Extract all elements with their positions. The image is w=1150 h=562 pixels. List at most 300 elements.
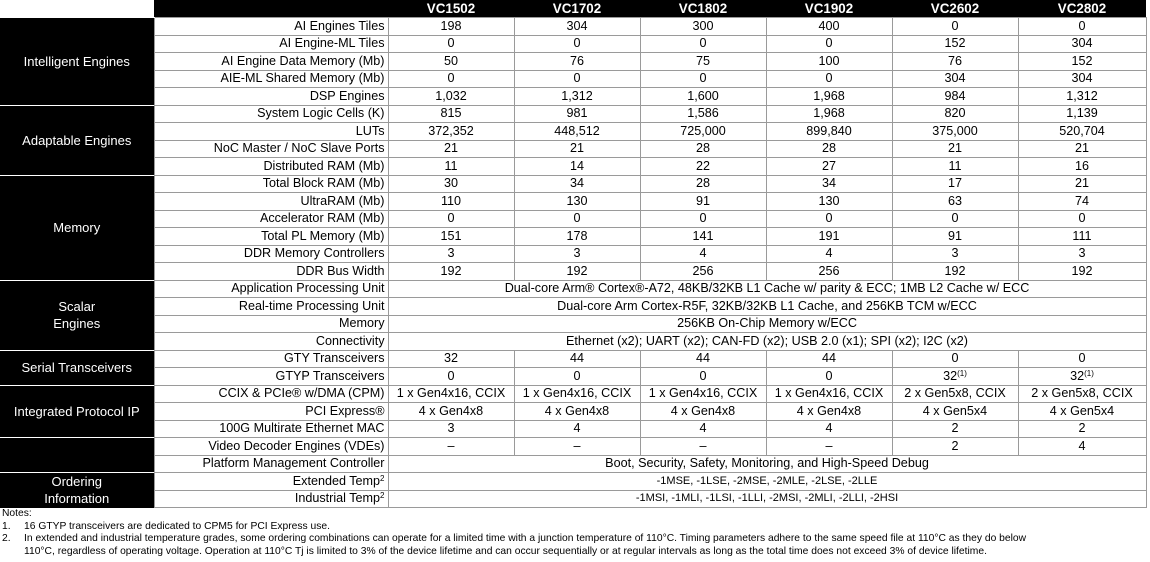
row-label-text: AI Engine-ML Tiles (279, 36, 385, 51)
cell-value (1018, 228, 1146, 246)
table-row (0, 105, 1146, 123)
cell-text: 256 (818, 263, 840, 278)
row-label (154, 438, 388, 456)
cell-text: 0 (951, 351, 959, 366)
cell-value (640, 18, 766, 36)
cell-text: 981 (566, 106, 588, 121)
cell-text: 0 (825, 36, 833, 51)
cell-value (892, 263, 1018, 281)
cell-text: 375,000 (932, 123, 978, 138)
cell-value (640, 228, 766, 246)
cell-value (1018, 18, 1146, 36)
row-label (154, 420, 388, 438)
table-row (0, 350, 1146, 368)
table-row (0, 368, 1146, 386)
cell-text: 191 (818, 228, 840, 243)
cell-value (388, 420, 514, 438)
row-label (154, 210, 388, 228)
row-label-text: AIE-ML Shared Memory (Mb) (220, 71, 385, 86)
cell-value (640, 175, 766, 193)
cell-value (388, 350, 514, 368)
cell-text: 0 (573, 71, 581, 86)
cell-text: – (573, 438, 581, 453)
cell-value (1018, 140, 1146, 158)
table-row (0, 158, 1146, 176)
cell-value (388, 228, 514, 246)
cell-text: – (825, 438, 833, 453)
cell-text: 34 (569, 176, 584, 191)
cell-value (766, 245, 892, 263)
footnote-ref: 2 (380, 491, 385, 501)
cell-value (514, 263, 640, 281)
cell-value (640, 88, 766, 106)
cell-text: 725,000 (680, 123, 726, 138)
cell-text: 0 (573, 36, 581, 51)
cell-value (514, 403, 640, 421)
table-row (0, 298, 1146, 316)
cell-text: 192 (1071, 263, 1093, 278)
cell-value (1018, 175, 1146, 193)
cell-value (766, 18, 892, 36)
cell-text: 0 (1078, 18, 1086, 33)
spanning-value: -1MSI, -1MLI, -1LSI, -1LLI, -2MSI, -2MLI, -2LLI, -2HSI (388, 490, 1146, 508)
table-row (0, 245, 1146, 263)
table-row (0, 333, 1146, 351)
cell-text: 28 (695, 141, 710, 156)
cell-text: 0 (825, 211, 833, 226)
table-row (0, 228, 1146, 246)
row-label-text: DSP Engines (309, 88, 385, 103)
cell-text: 448,512 (554, 123, 600, 138)
cell-text: 76 (947, 53, 962, 68)
row-label (154, 350, 388, 368)
row-label (154, 403, 388, 421)
cell-value (640, 140, 766, 158)
table-row (0, 88, 1146, 106)
cell-text: 2 x Gen5x8, CCIX (1031, 386, 1133, 401)
cell-text: 1 x Gen4x16, CCIX (774, 386, 884, 401)
table-row (0, 420, 1146, 438)
category-memory: Memory (0, 175, 154, 280)
cell-text: 2 x Gen5x8, CCIX (904, 386, 1006, 401)
table-row (0, 140, 1146, 158)
cell-value (388, 53, 514, 71)
cell-text: 4 (699, 421, 707, 436)
cell-value (388, 140, 514, 158)
cell-value (1018, 245, 1146, 263)
row-label-text: Video Decoder Engines (VDEs) (208, 438, 385, 453)
header-label-spacer (154, 0, 388, 18)
row-label-text: Industrial Temp (294, 491, 381, 506)
cell-text: 300 (692, 18, 714, 33)
cell-value (1018, 210, 1146, 228)
row-label (154, 368, 388, 386)
cell-value (388, 105, 514, 123)
cell-value (514, 420, 640, 438)
cell-text: 1,968 (813, 88, 845, 103)
cell-text: 4 (573, 421, 581, 436)
cell-value (640, 158, 766, 176)
cell-value (1018, 35, 1146, 53)
cell-value (892, 350, 1018, 368)
cell-text: 0 (825, 71, 833, 86)
cell-text: 4 x Gen4x8 (418, 403, 484, 418)
cell-text: 3 (447, 246, 455, 261)
table-row (0, 403, 1146, 421)
cell-text: 2 (951, 421, 959, 436)
cell-value (388, 263, 514, 281)
cell-value (892, 228, 1018, 246)
cell-value (892, 35, 1018, 53)
cell-value (766, 140, 892, 158)
cell-value (892, 88, 1018, 106)
row-label (154, 88, 388, 106)
cell-value (1018, 70, 1146, 88)
cell-text: 0 (951, 211, 959, 226)
cell-text: 32 (443, 351, 458, 366)
category-intelligent: Intelligent Engines (0, 18, 154, 106)
cell-value (388, 368, 514, 386)
cell-value (388, 403, 514, 421)
row-label-text: Total PL Memory (Mb) (261, 228, 385, 243)
cell-text: 151 (440, 228, 462, 243)
cell-value (640, 105, 766, 123)
row-label-text: Accelerator RAM (Mb) (259, 211, 385, 226)
row-label (154, 175, 388, 193)
row-label-text: Extended Temp (292, 473, 381, 488)
cell-value (766, 105, 892, 123)
spanning-value: -1MSE, -1LSE, -2MSE, -2MLE, -2LSE, -2LLE (388, 473, 1146, 491)
header-corner (0, 0, 154, 18)
row-label-text: DDR Memory Controllers (243, 246, 385, 261)
cell-text: 0 (699, 36, 707, 51)
cell-value (388, 438, 514, 456)
table-row (0, 35, 1146, 53)
row-label (154, 315, 388, 333)
cell-text: 44 (569, 351, 584, 366)
cell-value (388, 123, 514, 141)
cell-text: 17 (947, 176, 962, 191)
cell-text: 28 (821, 141, 836, 156)
cell-text: 21 (1074, 176, 1089, 191)
cell-text: 0 (447, 368, 455, 383)
cell-text: 198 (440, 18, 462, 33)
cell-value (766, 35, 892, 53)
row-label-text: CCIX & PCIe® w/DMA (CPM) (218, 386, 385, 401)
table-row (0, 18, 1146, 36)
row-label (154, 18, 388, 36)
row-label (154, 228, 388, 246)
note-number: 2. (2, 533, 11, 544)
cell-text: 0 (1078, 351, 1086, 366)
row-label-text: Real-time Processing Unit (238, 298, 385, 313)
row-label-text: Application Processing Unit (231, 281, 385, 296)
cell-text: 74 (1074, 193, 1089, 208)
cell-value (514, 368, 640, 386)
cell-value (892, 245, 1018, 263)
row-label (154, 298, 388, 316)
row-label (154, 245, 388, 263)
cell-text: 304 (944, 71, 966, 86)
cell-text: 899,840 (806, 123, 852, 138)
cell-value (766, 175, 892, 193)
cell-value (1018, 350, 1146, 368)
cell-text: 0 (951, 18, 959, 33)
cell-value (514, 53, 640, 71)
table-row (0, 280, 1146, 298)
cell-text: 304 (1071, 36, 1093, 51)
column-header: VC2602 (892, 0, 1018, 18)
cell-value (766, 88, 892, 106)
cell-text: 3 (573, 246, 581, 261)
cell-text: 0 (447, 71, 455, 86)
cell-value (766, 420, 892, 438)
category-ordering: Ordering Information (0, 473, 154, 508)
cell-text: 0 (573, 211, 581, 226)
note-item (2, 521, 1142, 534)
cell-text: 4 x Gen4x8 (544, 403, 610, 418)
cell-value (388, 158, 514, 176)
cell-text: 1 x Gen4x16, CCIX (648, 386, 758, 401)
cell-text: 1,312 (561, 88, 593, 103)
cell-value (1018, 385, 1146, 403)
row-label-text: UltraRAM (Mb) (300, 193, 385, 208)
cell-value (514, 18, 640, 36)
cell-text: 11 (948, 158, 962, 173)
cell-text: 4 (1078, 438, 1086, 453)
cell-value (1018, 403, 1146, 421)
cell-text: 21 (569, 141, 584, 156)
cell-value (640, 53, 766, 71)
cell-text: 21 (443, 141, 458, 156)
cell-value (388, 18, 514, 36)
cell-value (640, 350, 766, 368)
row-label-text: LUTs (355, 123, 385, 138)
cell-value (1018, 123, 1146, 141)
cell-value (1018, 53, 1146, 71)
table-row (0, 70, 1146, 88)
cell-value (640, 403, 766, 421)
cell-value (892, 403, 1018, 421)
spanning-value: Dual-core Arm® Cortex®-A72, 48KB/32KB L1 Cache w/ parity & ECC; 1MB L2 Cache w/ ECC (388, 280, 1146, 298)
row-label (154, 455, 388, 473)
cell-text: 192 (944, 263, 966, 278)
cell-value (640, 420, 766, 438)
cell-text: 32 (943, 368, 958, 383)
cell-value (1018, 88, 1146, 106)
cell-value (388, 70, 514, 88)
cell-value (388, 88, 514, 106)
cell-text: 0 (699, 368, 707, 383)
column-header: VC1902 (766, 0, 892, 18)
cell-text: 4 x Gen4x8 (670, 403, 736, 418)
cell-text: 21 (947, 141, 962, 156)
cell-text: 14 (569, 158, 584, 173)
cell-value (514, 228, 640, 246)
cell-text: 100 (818, 53, 840, 68)
row-label-text: DDR Bus Width (296, 263, 385, 278)
cell-text: – (447, 438, 455, 453)
cell-text: 44 (695, 351, 710, 366)
table-row (0, 193, 1146, 211)
row-label-text: Total Block RAM (Mb) (262, 176, 385, 191)
row-label (154, 123, 388, 141)
row-label-text: 100G Multirate Ethernet MAC (219, 421, 385, 436)
cell-text: 192 (566, 263, 588, 278)
table-row (0, 53, 1146, 71)
cell-value (892, 438, 1018, 456)
cell-text: 400 (818, 18, 840, 33)
cell-text: 372,352 (428, 123, 474, 138)
cell-text: 44 (821, 351, 836, 366)
row-label (154, 105, 388, 123)
cell-value (892, 175, 1018, 193)
cell-text: 4 (825, 246, 833, 261)
cell-value (514, 350, 640, 368)
category-adaptable: Adaptable Engines (0, 105, 154, 175)
table-row (0, 455, 1146, 473)
row-label-text: GTYP Transceivers (275, 368, 385, 383)
notes (2, 508, 1142, 558)
column-header: VC1802 (640, 0, 766, 18)
cell-value (640, 193, 766, 211)
cell-text: 1 x Gen4x16, CCIX (522, 386, 632, 401)
cell-value (892, 385, 1018, 403)
cell-value (388, 193, 514, 211)
cell-value (514, 175, 640, 193)
cell-value (1018, 193, 1146, 211)
row-label (154, 70, 388, 88)
cell-text: 4 (699, 246, 707, 261)
row-label-text: Platform Management Controller (202, 456, 385, 471)
cell-value (1018, 368, 1146, 386)
category-vde (0, 438, 154, 473)
category-protocol: Integrated Protocol IP (0, 385, 154, 438)
cell-value (514, 210, 640, 228)
row-label (154, 158, 388, 176)
row-label-text: Memory (339, 316, 385, 331)
row-label (154, 473, 388, 491)
cell-value (388, 385, 514, 403)
cell-text: 0 (447, 211, 455, 226)
cell-text: 152 (944, 36, 966, 51)
cell-text: 256 (692, 263, 714, 278)
cell-value (640, 368, 766, 386)
footnote-ref: (1) (957, 368, 967, 378)
cell-text: 178 (566, 228, 588, 243)
cell-text: 984 (944, 88, 966, 103)
cell-value (892, 158, 1018, 176)
cell-value (892, 210, 1018, 228)
cell-value (514, 140, 640, 158)
footnote-ref: 2 (380, 473, 385, 483)
row-label (154, 193, 388, 211)
cell-text: 34 (821, 176, 836, 191)
cell-text: 111 (1072, 228, 1092, 243)
cell-value (1018, 105, 1146, 123)
cell-value (640, 70, 766, 88)
cell-value (514, 105, 640, 123)
cell-text: – (699, 438, 707, 453)
cell-text: 4 x Gen5x4 (922, 403, 988, 418)
table-row (0, 438, 1146, 456)
row-label-text: Connectivity (315, 333, 385, 348)
cell-value (514, 438, 640, 456)
cell-text: 820 (944, 106, 966, 121)
cell-text: 4 x Gen5x4 (1049, 403, 1115, 418)
cell-value (640, 263, 766, 281)
cell-text: 0 (447, 36, 455, 51)
cell-value (514, 193, 640, 211)
cell-value (388, 35, 514, 53)
cell-value (766, 210, 892, 228)
cell-text: 3 (447, 421, 455, 436)
cell-text: 0 (1078, 211, 1086, 226)
cell-value (766, 403, 892, 421)
cell-text: 1,032 (435, 88, 467, 103)
cell-value (766, 263, 892, 281)
cell-value (892, 105, 1018, 123)
cell-text: 28 (695, 176, 710, 191)
column-header: VC1502 (388, 0, 514, 18)
cell-value (1018, 158, 1146, 176)
cell-value (514, 35, 640, 53)
cell-value (514, 123, 640, 141)
row-label (154, 35, 388, 53)
category-serial: Serial Transceivers (0, 350, 154, 385)
cell-text: 1,139 (1066, 106, 1098, 121)
cell-text: 1,586 (687, 106, 719, 121)
cell-text: 2 (1078, 421, 1086, 436)
cell-text: 815 (440, 106, 462, 121)
cell-value (766, 70, 892, 88)
cell-value (892, 70, 1018, 88)
table-row (0, 490, 1146, 508)
cell-value (388, 245, 514, 263)
row-label (154, 140, 388, 158)
cell-value (766, 123, 892, 141)
cell-text: 91 (947, 228, 962, 243)
cell-value (514, 245, 640, 263)
cell-value (766, 158, 892, 176)
cell-text: 27 (821, 158, 836, 173)
cell-value (388, 210, 514, 228)
cell-value (514, 70, 640, 88)
table-row (0, 315, 1146, 333)
cell-text: 50 (443, 53, 458, 68)
row-label (154, 263, 388, 281)
cell-text: 1,312 (1066, 88, 1098, 103)
column-header: VC2802 (1018, 0, 1146, 18)
cell-text: 0 (825, 368, 833, 383)
cell-text: 3 (1078, 246, 1086, 261)
cell-text: 304 (566, 18, 588, 33)
row-label (154, 280, 388, 298)
cell-text: 4 x Gen4x8 (796, 403, 862, 418)
cell-text: 30 (443, 176, 458, 191)
cell-value (640, 123, 766, 141)
note-text: In extended and industrial temperature grades, some ordering combinations can operate for a limited time with a junction temperature of 110°C. Timing parameters adhere to the same speed file at 110°C as they do below 110°C, regardless of operating voltage. Operation at 110°C Tj is limited to 3% of the device lifetime and can occur sequentially or at regular intervals as long as the total time does not exceed 3% of device lifetime. (24, 533, 1027, 557)
cell-text: 21 (1074, 141, 1089, 156)
table-row (0, 210, 1146, 228)
cell-value (1018, 420, 1146, 438)
row-label (154, 53, 388, 71)
cell-value (892, 123, 1018, 141)
cell-value (766, 350, 892, 368)
header-row (0, 0, 1146, 18)
cell-value (766, 193, 892, 211)
cell-text: 110 (440, 193, 462, 208)
